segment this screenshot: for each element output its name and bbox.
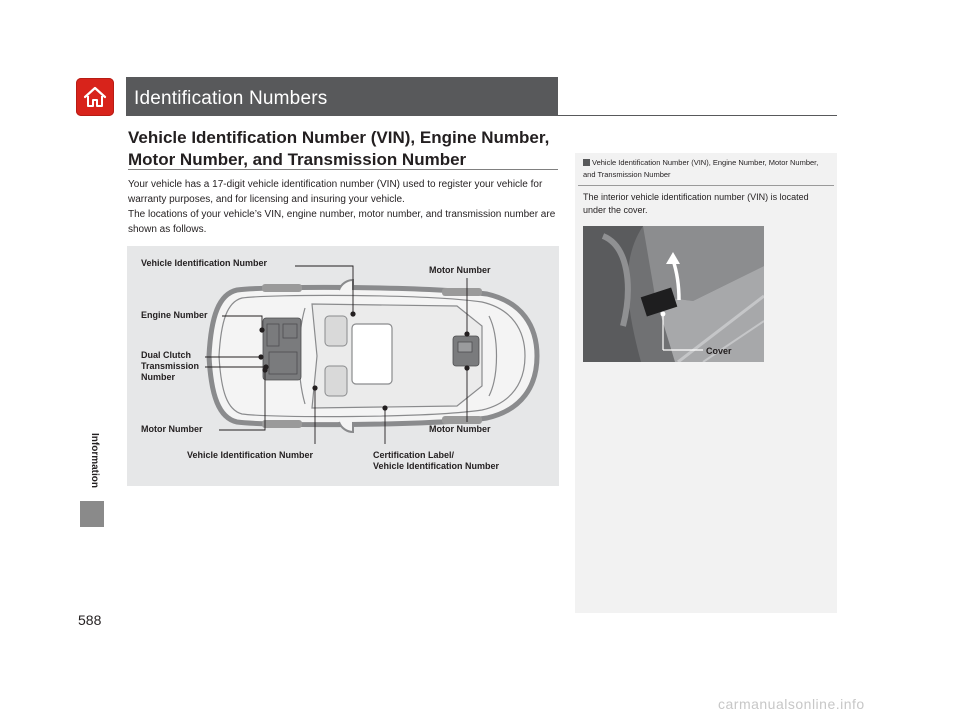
- page-title-bar: [126, 77, 558, 115]
- side-note-divider: [578, 185, 834, 186]
- section-tab-label[interactable]: Information: [88, 432, 100, 488]
- title-divider: [126, 115, 837, 116]
- section-tab-marker: [80, 501, 104, 527]
- section-heading: Vehicle Identification Number (VIN), Engine Number, Motor Number, and Transmission Number: [128, 128, 550, 169]
- body-paragraph: Your vehicle has a 17-digit vehicle identification number (VIN) used to register your vehicle for warranty purposes, and for licensing and insuring your vehicle.: [128, 179, 543, 205]
- side-note-text: The interior vehicle identification number (VIN) is located under the cover.: [583, 192, 809, 215]
- home-button[interactable]: [76, 78, 114, 116]
- callout-motor-left: Motor Number: [141, 424, 203, 434]
- cover-photo: [583, 226, 764, 362]
- body-paragraph: The locations of your vehicle’s VIN, engine number, motor number, and transmission number are shown as follows.: [128, 209, 556, 235]
- side-note-title: Vehicle Identification Number (VIN), Engine Number, Motor Number, and Transmission Number: [583, 158, 819, 179]
- section-divider: [128, 169, 558, 170]
- page-number: 588: [78, 612, 102, 628]
- vehicle-diagram: [127, 246, 559, 486]
- callout-motor-top-right: Motor Number: [429, 265, 491, 275]
- callout-engine-number: Engine Number: [141, 310, 208, 320]
- reference-marker-icon: [583, 159, 590, 166]
- side-note-panel: [575, 153, 837, 613]
- callout-vin-top: Vehicle Identification Number: [141, 258, 268, 268]
- callout-vin-bottom: Vehicle Identification Number: [187, 450, 314, 460]
- cover-callout: Cover: [706, 346, 732, 356]
- page-title: Identification Numbers: [134, 88, 328, 109]
- callout-dct-number: Dual Clutch Transmission Number: [141, 350, 200, 382]
- door-sill-cover-illustration: [583, 226, 764, 362]
- callout-motor-bottom-right: Motor Number: [429, 424, 491, 434]
- callout-certification-label: Certification Label/ Vehicle Identification Number: [373, 450, 500, 471]
- section-body: [128, 177, 558, 237]
- home-icon: [82, 85, 108, 109]
- watermark: carmanualsonline.info: [718, 696, 865, 712]
